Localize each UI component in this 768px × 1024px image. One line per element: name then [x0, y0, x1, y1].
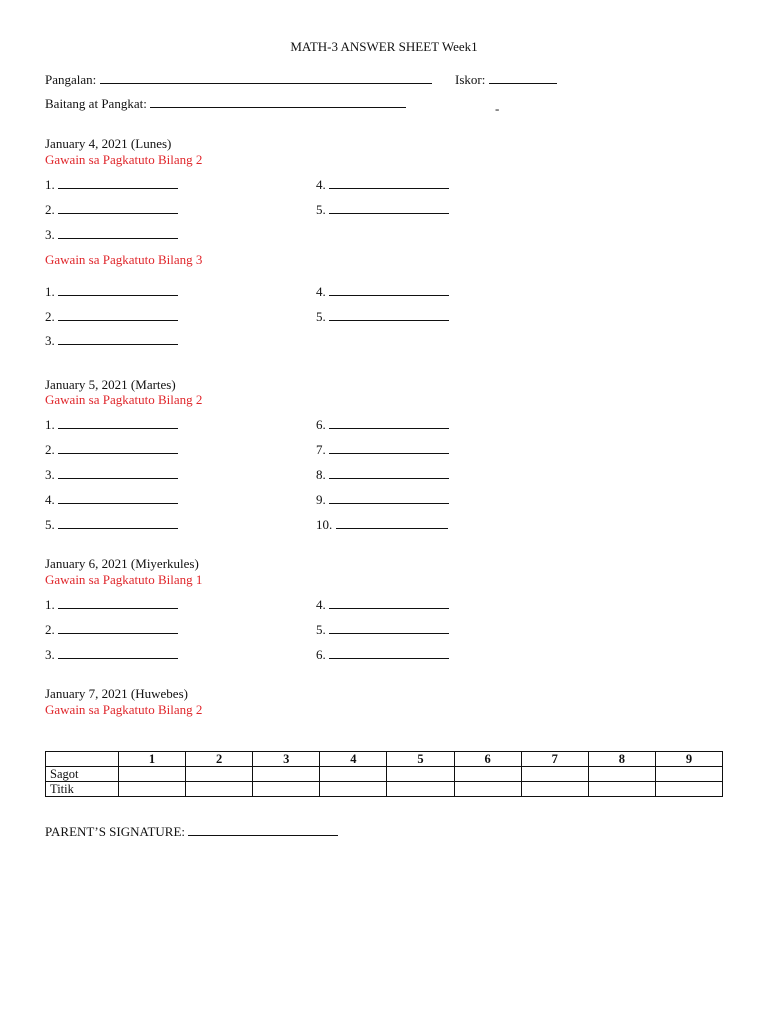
section-date: January 4, 2021 (Lunes): [45, 136, 172, 151]
item-number: 2.: [45, 442, 55, 457]
item-number: 5.: [316, 309, 326, 324]
answer-blank[interactable]: [329, 284, 449, 296]
answer-blank[interactable]: [58, 492, 178, 504]
answer-item[interactable]: [316, 202, 449, 217]
item-number: 3.: [45, 467, 55, 482]
score-blank[interactable]: [489, 72, 557, 84]
answer-blank[interactable]: [329, 647, 449, 659]
answer-cell[interactable]: [387, 767, 454, 782]
answer-item[interactable]: [45, 492, 178, 507]
answer-cell[interactable]: [588, 767, 655, 782]
answer-blank[interactable]: [58, 597, 178, 609]
activity-title: Gawain sa Pagkatuto Bilang 2: [45, 152, 203, 167]
answer-item[interactable]: [316, 517, 448, 532]
answer-item[interactable]: [316, 442, 449, 457]
table-row-titik: [46, 782, 723, 797]
name-blank[interactable]: [100, 72, 432, 84]
answer-item[interactable]: [45, 227, 178, 242]
answer-blank[interactable]: [329, 492, 449, 504]
activity-title: Gawain sa Pagkatuto Bilang 2: [45, 392, 203, 407]
item-number: 3.: [45, 227, 55, 242]
column-header: 8: [588, 752, 655, 767]
page-title: MATH-3 ANSWER SHEET Week1: [290, 39, 478, 54]
item-number: 5.: [316, 202, 326, 217]
answer-item[interactable]: [45, 333, 178, 348]
answer-item[interactable]: [316, 417, 449, 432]
answer-cell[interactable]: [253, 782, 320, 797]
answer-item[interactable]: [316, 647, 449, 662]
answer-blank[interactable]: [329, 597, 449, 609]
section-date: January 5, 2021 (Martes): [45, 377, 176, 392]
section-date: January 6, 2021 (Miyerkules): [45, 556, 199, 571]
answer-blank[interactable]: [58, 333, 178, 345]
column-header: 9: [655, 752, 722, 767]
column-header: 2: [186, 752, 253, 767]
answer-blank[interactable]: [329, 622, 449, 634]
item-number: 1.: [45, 284, 55, 299]
item-number: 2.: [45, 309, 55, 324]
answer-cell[interactable]: [119, 782, 186, 797]
answer-item[interactable]: [316, 492, 449, 507]
answer-blank[interactable]: [329, 442, 449, 454]
item-number: 4.: [316, 284, 326, 299]
answer-blank[interactable]: [329, 177, 449, 189]
answer-cell[interactable]: [454, 782, 521, 797]
item-number: 1.: [45, 597, 55, 612]
score-field[interactable]: [455, 72, 557, 87]
grade-section-blank[interactable]: [150, 96, 406, 108]
activity-title: Gawain sa Pagkatuto Bilang 2: [45, 702, 203, 717]
item-number: 1.: [45, 417, 55, 432]
name-label: Pangalan:: [45, 72, 97, 87]
column-header: 4: [320, 752, 387, 767]
item-number: 5.: [316, 622, 326, 637]
answer-item[interactable]: [45, 622, 178, 637]
answer-item[interactable]: [45, 284, 178, 299]
answer-cell[interactable]: [387, 782, 454, 797]
answer-item[interactable]: [45, 597, 178, 612]
answer-cell[interactable]: [320, 767, 387, 782]
column-header: 7: [521, 752, 588, 767]
activity-title: Gawain sa Pagkatuto Bilang 3: [45, 252, 203, 267]
answer-item[interactable]: [45, 177, 178, 192]
parent-signature-blank[interactable]: [188, 824, 338, 836]
answer-item[interactable]: [45, 202, 178, 217]
answer-blank[interactable]: [336, 517, 448, 529]
row-label: Titik: [46, 782, 119, 797]
answer-item[interactable]: [45, 467, 178, 482]
answer-blank[interactable]: [58, 227, 178, 239]
answer-item[interactable]: [316, 309, 449, 324]
parent-signature-label: PARENT’S SIGNATURE:: [45, 824, 186, 839]
answer-item[interactable]: [316, 177, 449, 192]
item-number: 3.: [45, 647, 55, 662]
answer-blank[interactable]: [329, 417, 449, 429]
answer-cell[interactable]: [119, 767, 186, 782]
item-number: 2.: [45, 202, 55, 217]
answer-cell[interactable]: [655, 767, 722, 782]
answer-cell[interactable]: [320, 782, 387, 797]
answer-item[interactable]: [45, 417, 178, 432]
table-header-row: [46, 752, 723, 767]
table-row-sagot: [46, 767, 723, 782]
parent-signature-field[interactable]: [45, 824, 338, 839]
answer-item[interactable]: [45, 442, 178, 457]
section-date: January 7, 2021 (Huwebes): [45, 686, 188, 701]
activity-title: Gawain sa Pagkatuto Bilang 1: [45, 572, 203, 587]
item-number: 4.: [45, 492, 55, 507]
answer-cell[interactable]: [253, 767, 320, 782]
item-number: 4.: [316, 597, 326, 612]
answer-cell[interactable]: [186, 782, 253, 797]
answer-blank[interactable]: [58, 622, 178, 634]
answer-item[interactable]: [316, 597, 449, 612]
answer-table: [45, 751, 723, 797]
answer-blank[interactable]: [58, 309, 178, 321]
answer-blank[interactable]: [58, 647, 178, 659]
item-number: 2.: [45, 622, 55, 637]
answer-blank[interactable]: [58, 442, 178, 454]
answer-item[interactable]: [45, 517, 178, 532]
item-number: 4.: [316, 177, 326, 192]
answer-item[interactable]: [316, 622, 449, 637]
item-number: 3.: [45, 333, 55, 348]
item-number: 6.: [316, 417, 326, 432]
answer-cell[interactable]: [186, 767, 253, 782]
answer-blank[interactable]: [58, 517, 178, 529]
column-header: 5: [387, 752, 454, 767]
item-number: 7.: [316, 442, 326, 457]
table-corner-cell: [46, 752, 119, 767]
grade-section-field[interactable]: [45, 96, 406, 111]
item-number: 6.: [316, 647, 326, 662]
answer-cell[interactable]: [521, 782, 588, 797]
dash-mark: -: [495, 101, 500, 116]
score-label: Iskor:: [455, 72, 486, 87]
answer-item[interactable]: [45, 647, 178, 662]
answer-cell[interactable]: [521, 767, 588, 782]
item-number: 9.: [316, 492, 326, 507]
answer-blank[interactable]: [329, 202, 449, 214]
column-header: 6: [454, 752, 521, 767]
item-number: 1.: [45, 177, 55, 192]
answer-item[interactable]: [316, 467, 449, 482]
answer-item[interactable]: [316, 284, 449, 299]
name-field[interactable]: [45, 72, 432, 87]
answer-blank[interactable]: [58, 177, 178, 189]
answer-blank[interactable]: [58, 284, 178, 296]
answer-item[interactable]: [45, 309, 178, 324]
column-header: 1: [119, 752, 186, 767]
item-number: 5.: [45, 517, 55, 532]
item-number: 10.: [316, 517, 333, 532]
answer-cell[interactable]: [454, 767, 521, 782]
answer-blank[interactable]: [58, 467, 178, 479]
answer-blank[interactable]: [58, 417, 178, 429]
answer-blank[interactable]: [329, 309, 449, 321]
grade-section-label: Baitang at Pangkat:: [45, 96, 147, 111]
item-number: 8.: [316, 467, 326, 482]
answer-cell[interactable]: [588, 782, 655, 797]
answer-blank[interactable]: [329, 467, 449, 479]
answer-blank[interactable]: [58, 202, 178, 214]
row-label: Sagot: [46, 767, 119, 782]
answer-cell[interactable]: [655, 782, 722, 797]
column-header: 3: [253, 752, 320, 767]
